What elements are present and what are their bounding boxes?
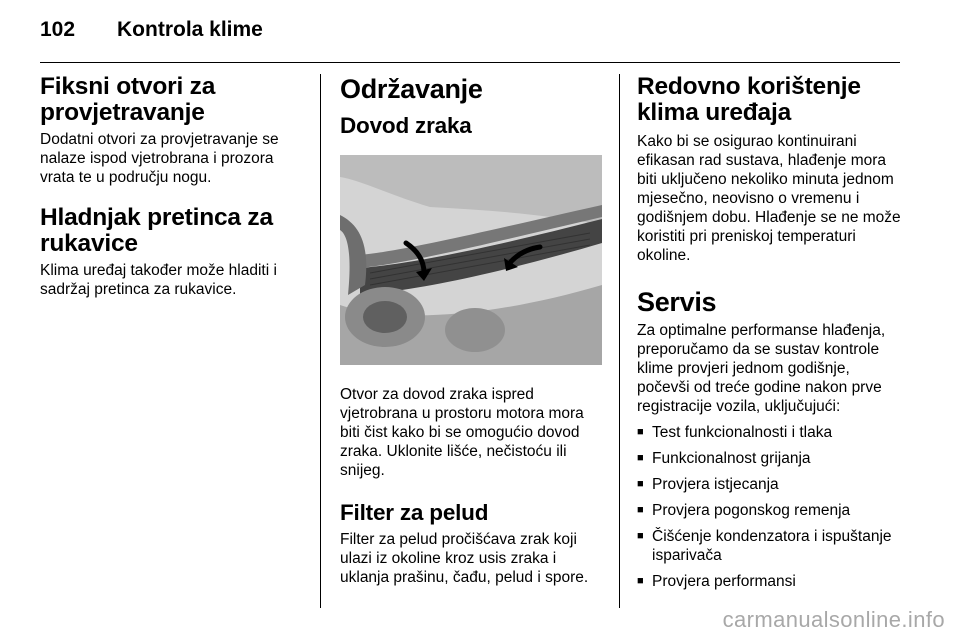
service-checklist: [637, 423, 905, 591]
list-item: ■ Čišćenje kondenzatora i ispuštanje isparivača: [637, 527, 905, 565]
heading-maintenance: Održavanje: [340, 74, 483, 104]
air-intake-figure: [340, 155, 602, 365]
list-item: ■ Provjera performansi: [637, 572, 905, 591]
column-right: [637, 74, 905, 591]
heading-fixed-vents: Fiksni otvori za provjetravanje: [40, 73, 216, 126]
page-number: 102: [40, 18, 76, 41]
heading-service: Servis: [637, 287, 717, 317]
column-divider-1: [320, 74, 321, 608]
header-rule: [40, 62, 900, 63]
watermark: carmanualsonline.info: [722, 607, 945, 632]
column-left: [40, 74, 302, 299]
list-item: ■ Provjera istjecanja: [637, 475, 905, 494]
heading-air-intake: Dovod zraka: [340, 113, 472, 138]
chapter-title: Kontrola klime: [117, 18, 263, 41]
heading-pollen-filter: Filter za pelud: [340, 500, 489, 525]
text-pollen-filter: Filter za pelud pročišćava zrak koji ulazi iz okoline kroz usis zraka i uklanja prašinu, čađu, pelud i spore.: [340, 531, 589, 586]
column-middle: [340, 74, 602, 587]
heading-regular-use: Redovno korištenje klima uređaja: [637, 73, 861, 126]
text-service: Za optimalne performanse hlađenja, preporučamo da se sustav kontrole klime provjeri jednom godišnje, počevši od treće godine nakon prve registracije vozila, uključujući:: [637, 322, 886, 415]
text-air-intake: Otvor za dovod zraka ispred vjetrobrana u prostoru motora mora biti čist kako bi se omogućio dovod zraka. Uklonite lišće, nečistoću ili snijeg.: [340, 386, 584, 479]
column-divider-2: [619, 74, 620, 608]
list-item: ■ Funkcionalnost grijanja: [637, 449, 905, 468]
list-item: ■ Provjera pogonskog remenja: [637, 501, 905, 520]
text-fixed-vents: Dodatni otvori za provjetravanje se nalaze ispod vjetrobrana i prozora vrata te u području nogu.: [40, 131, 279, 186]
text-regular-use: Kako bi se osigurao kontinuirani efikasan rad sustava, hlađenje mora biti uključeno nekoliko minuta jednom mjesečno, neovisno o vremenu i godišnjem dobu. Hlađenje se ne može koristiti pri preniskoj temperaturi okoline.: [637, 133, 901, 264]
text-glovebox-cooling: Klima uređaj također može hladiti i sadržaj pretinca za rukavice.: [40, 262, 277, 298]
heading-glovebox-cooling: Hladnjak pretinca za rukavice: [40, 204, 273, 257]
list-item: ■ Test funkcionalnosti i tlaka: [637, 423, 905, 442]
